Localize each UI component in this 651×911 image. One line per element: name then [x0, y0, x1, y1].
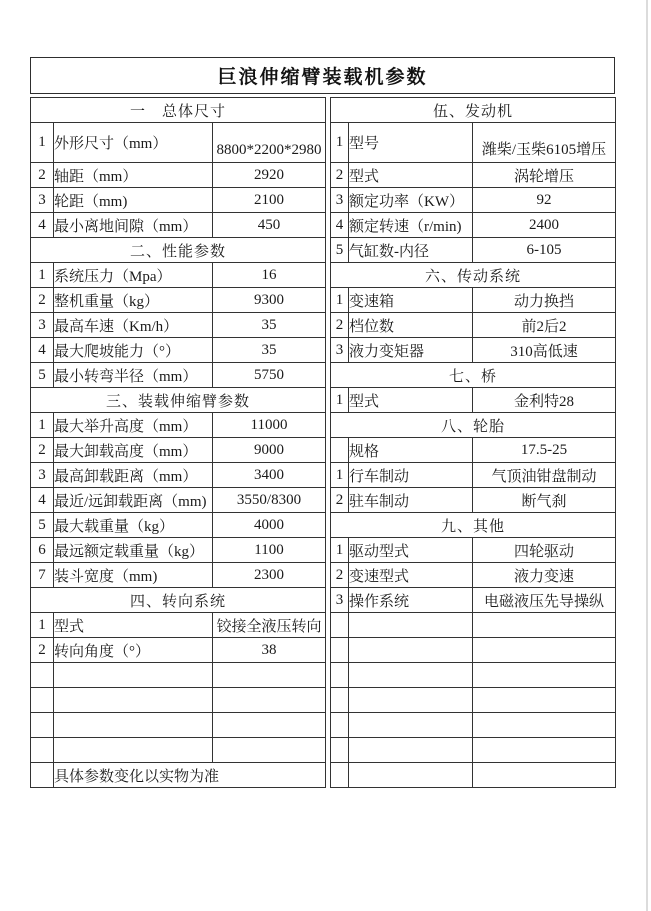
- spec-row: [31, 338, 326, 363]
- row-number-cell: 2: [331, 163, 349, 188]
- spec-value: 8800*2200*2980: [213, 123, 326, 163]
- row-number-cell: [331, 763, 349, 788]
- spec-value: 四轮驱动: [473, 538, 616, 563]
- spec-value: 92: [473, 188, 616, 213]
- empty-label-cell: [349, 738, 473, 763]
- spec-row: [331, 123, 616, 163]
- empty-label-cell: [54, 738, 213, 763]
- row-number-cell: [331, 613, 349, 638]
- section-header-row: [331, 513, 616, 538]
- spec-label: 最高车速（Km/h）: [54, 313, 213, 338]
- empty-row: [331, 613, 616, 638]
- empty-value-cell: [473, 663, 616, 688]
- spec-value: 2920: [213, 163, 326, 188]
- spec-row: [31, 488, 326, 513]
- right-spec-table: [330, 97, 616, 788]
- empty-value-cell: [213, 738, 326, 763]
- row-number-cell: 3: [331, 338, 349, 363]
- empty-label-cell: [349, 638, 473, 663]
- row-number-cell: 1: [331, 123, 349, 163]
- section-header: 九、其他: [331, 513, 616, 538]
- row-number-cell: 2: [31, 163, 54, 188]
- row-number-cell: [31, 688, 54, 713]
- spec-label: 外形尺寸（mm）: [54, 123, 213, 163]
- empty-row: [31, 663, 326, 688]
- spec-label: 轮距（mm): [54, 188, 213, 213]
- spec-value: 16: [213, 263, 326, 288]
- spec-value: 9300: [213, 288, 326, 313]
- spec-value: 9000: [213, 438, 326, 463]
- spec-row: [331, 188, 616, 213]
- spec-row: [331, 488, 616, 513]
- spec-row: [31, 538, 326, 563]
- empty-value-cell: [213, 713, 326, 738]
- spec-row: [331, 338, 616, 363]
- spec-label: 额定功率（KW）: [349, 188, 473, 213]
- empty-value-cell: [473, 738, 616, 763]
- row-number-cell: 3: [31, 463, 54, 488]
- spec-value: 1100: [213, 538, 326, 563]
- row-number-cell: 1: [31, 613, 54, 638]
- spec-row: [31, 463, 326, 488]
- section-header: 三、装载伸缩臂参数: [31, 388, 326, 413]
- section-header-row: [331, 263, 616, 288]
- spec-label: 型式: [349, 163, 473, 188]
- row-number-cell: [331, 663, 349, 688]
- row-number-cell: [331, 638, 349, 663]
- section-header: 六、传动系统: [331, 263, 616, 288]
- spec-label: 转向角度（°）: [54, 638, 213, 663]
- spec-row: [331, 288, 616, 313]
- spec-label: 最大爬坡能力（°）: [54, 338, 213, 363]
- empty-label-cell: [54, 713, 213, 738]
- row-number-cell: [331, 713, 349, 738]
- row-number-cell: [31, 663, 54, 688]
- spec-label: 液力变矩器: [349, 338, 473, 363]
- spec-label: 最大卸载高度（mm）: [54, 438, 213, 463]
- spec-row: [31, 613, 326, 638]
- spec-label: 变速箱: [349, 288, 473, 313]
- spec-row: [31, 188, 326, 213]
- section-header: 二、性能参数: [31, 238, 326, 263]
- spec-label: 最远额定载重量（kg）: [54, 538, 213, 563]
- scanned-page-edge: [646, 0, 648, 911]
- row-number-cell: 2: [331, 563, 349, 588]
- spec-value: 气顶油钳盘制动: [473, 463, 616, 488]
- row-number-cell: [31, 713, 54, 738]
- empty-label-cell: [349, 688, 473, 713]
- spec-value: 35: [213, 338, 326, 363]
- spec-label: 最大举升高度（mm）: [54, 413, 213, 438]
- row-number-cell: [31, 738, 54, 763]
- section-header: 八、轮胎: [331, 413, 616, 438]
- empty-row: [331, 713, 616, 738]
- row-number-cell: 4: [31, 213, 54, 238]
- note-text: 具体参数变化以实物为准: [54, 763, 326, 788]
- spec-label: 最小转弯半径（mm）: [54, 363, 213, 388]
- empty-value-cell: [473, 638, 616, 663]
- row-number-cell: 5: [31, 513, 54, 538]
- row-number-cell: 1: [331, 538, 349, 563]
- spec-value: 11000: [213, 413, 326, 438]
- empty-value-cell: [473, 688, 616, 713]
- empty-value-cell: [473, 613, 616, 638]
- spec-row: [31, 213, 326, 238]
- spec-label: 最近/远卸载距离（mm): [54, 488, 213, 513]
- spec-value: 6-105: [473, 238, 616, 263]
- left-table-body: [31, 98, 326, 788]
- spec-row: [331, 163, 616, 188]
- spec-label: 系统压力（Mpa）: [54, 263, 213, 288]
- empty-value-cell: [473, 763, 616, 788]
- section-header: 七、桥: [331, 363, 616, 388]
- empty-row: [31, 738, 326, 763]
- section-header-row: [331, 363, 616, 388]
- row-number-cell: 4: [31, 488, 54, 513]
- row-number-cell: 1: [31, 413, 54, 438]
- empty-label-cell: [349, 713, 473, 738]
- row-number-cell: 6: [31, 538, 54, 563]
- spec-value: 潍柴/玉柴6105增压: [473, 123, 616, 163]
- row-number-cell: 4: [31, 338, 54, 363]
- empty-row: [331, 763, 616, 788]
- row-number-cell: 1: [331, 288, 349, 313]
- row-number-cell: 3: [331, 188, 349, 213]
- spec-value: 3400: [213, 463, 326, 488]
- spec-label: 最大载重量（kg）: [54, 513, 213, 538]
- section-header-row: [331, 413, 616, 438]
- spec-label: 整机重量（kg）: [54, 288, 213, 313]
- row-number-cell: 2: [31, 638, 54, 663]
- spec-value: 450: [213, 213, 326, 238]
- note-row: [31, 763, 326, 788]
- spec-value: 3550/8300: [213, 488, 326, 513]
- row-number-cell: [331, 738, 349, 763]
- spec-value: 涡轮增压: [473, 163, 616, 188]
- spec-value: 金利特28: [473, 388, 616, 413]
- spec-value: 2400: [473, 213, 616, 238]
- row-number-cell: 2: [31, 438, 54, 463]
- spec-label: 驱动型式: [349, 538, 473, 563]
- empty-label-cell: [349, 763, 473, 788]
- spec-value: 310高低速: [473, 338, 616, 363]
- left-spec-table: [30, 97, 326, 788]
- row-number-cell: 7: [31, 563, 54, 588]
- spec-row: [31, 513, 326, 538]
- empty-value-cell: [473, 713, 616, 738]
- spec-value: 前2后2: [473, 313, 616, 338]
- spec-row: [331, 438, 616, 463]
- spec-label: 操作系统: [349, 588, 473, 613]
- spec-row: [31, 123, 326, 163]
- spec-row: [31, 413, 326, 438]
- right-table-body: [331, 98, 616, 788]
- spec-row: [31, 163, 326, 188]
- empty-label-cell: [54, 688, 213, 713]
- spec-value: 液力变速: [473, 563, 616, 588]
- row-number-cell: 3: [331, 588, 349, 613]
- row-number-cell: 3: [31, 313, 54, 338]
- spec-label: 档位数: [349, 313, 473, 338]
- page-title: 巨浪伸缩臂装载机参数: [30, 57, 615, 94]
- spec-label: 装斗宽度（mm): [54, 563, 213, 588]
- spec-row: [331, 538, 616, 563]
- empty-row: [331, 663, 616, 688]
- spec-row: [31, 288, 326, 313]
- spec-row: [331, 213, 616, 238]
- section-header-row: [31, 98, 326, 123]
- spec-row: [31, 263, 326, 288]
- section-header: 一 总体尺寸: [31, 98, 326, 123]
- spec-row: [331, 313, 616, 338]
- row-number-cell: 3: [31, 188, 54, 213]
- row-number-cell: [331, 688, 349, 713]
- row-number-cell: [31, 763, 54, 788]
- spec-row: [331, 238, 616, 263]
- spec-label: 规格: [349, 438, 473, 463]
- spec-row: [31, 563, 326, 588]
- row-number-cell: 1: [31, 123, 54, 163]
- spec-row: [331, 563, 616, 588]
- row-number-cell: 1: [31, 263, 54, 288]
- section-header-row: [331, 98, 616, 123]
- empty-value-cell: [213, 688, 326, 713]
- spec-value: 4000: [213, 513, 326, 538]
- row-number-cell: 2: [31, 288, 54, 313]
- spec-value: 铰接全液压转向: [213, 613, 326, 638]
- row-number-cell: 5: [31, 363, 54, 388]
- spec-value: 电磁液压先导操纵: [473, 588, 616, 613]
- empty-label-cell: [349, 663, 473, 688]
- section-header-row: [31, 588, 326, 613]
- spec-label: 气缸数-内径: [349, 238, 473, 263]
- section-header: 四、转向系统: [31, 588, 326, 613]
- empty-label-cell: [54, 663, 213, 688]
- spec-value: 断气刹: [473, 488, 616, 513]
- empty-row: [31, 713, 326, 738]
- spec-row: [331, 463, 616, 488]
- spec-label: 行车制动: [349, 463, 473, 488]
- row-number-cell: 5: [331, 238, 349, 263]
- empty-value-cell: [213, 663, 326, 688]
- spec-label: 最小离地间隙（mm）: [54, 213, 213, 238]
- section-header: 伍、发动机: [331, 98, 616, 123]
- section-header-row: [31, 238, 326, 263]
- spec-label: 型式: [349, 388, 473, 413]
- row-number-cell: 4: [331, 213, 349, 238]
- spec-value: 35: [213, 313, 326, 338]
- spec-label: 变速型式: [349, 563, 473, 588]
- spec-label: 轴距（mm）: [54, 163, 213, 188]
- spec-value: 动力换挡: [473, 288, 616, 313]
- spec-row: [331, 588, 616, 613]
- empty-row: [31, 688, 326, 713]
- row-number-cell: 1: [331, 463, 349, 488]
- row-number-cell: 1: [331, 388, 349, 413]
- empty-label-cell: [349, 613, 473, 638]
- spec-label: 最高卸载距离（mm）: [54, 463, 213, 488]
- spec-label: 额定转速（r/min): [349, 213, 473, 238]
- empty-row: [331, 688, 616, 713]
- empty-row: [331, 638, 616, 663]
- row-number-cell: 2: [331, 313, 349, 338]
- spec-label: 型号: [349, 123, 473, 163]
- spec-row: [331, 388, 616, 413]
- section-header-row: [31, 388, 326, 413]
- spec-value: 2300: [213, 563, 326, 588]
- spec-value: 5750: [213, 363, 326, 388]
- spec-value: 17.5-25: [473, 438, 616, 463]
- spec-row: [31, 438, 326, 463]
- spec-label: 型式: [54, 613, 213, 638]
- spec-row: [31, 313, 326, 338]
- spec-value: 38: [213, 638, 326, 663]
- spec-row: [31, 363, 326, 388]
- spec-label: 驻车制动: [349, 488, 473, 513]
- empty-row: [331, 738, 616, 763]
- spec-row: [31, 638, 326, 663]
- spec-value: 2100: [213, 188, 326, 213]
- row-number-cell: 2: [331, 488, 349, 513]
- row-number-cell: [331, 438, 349, 463]
